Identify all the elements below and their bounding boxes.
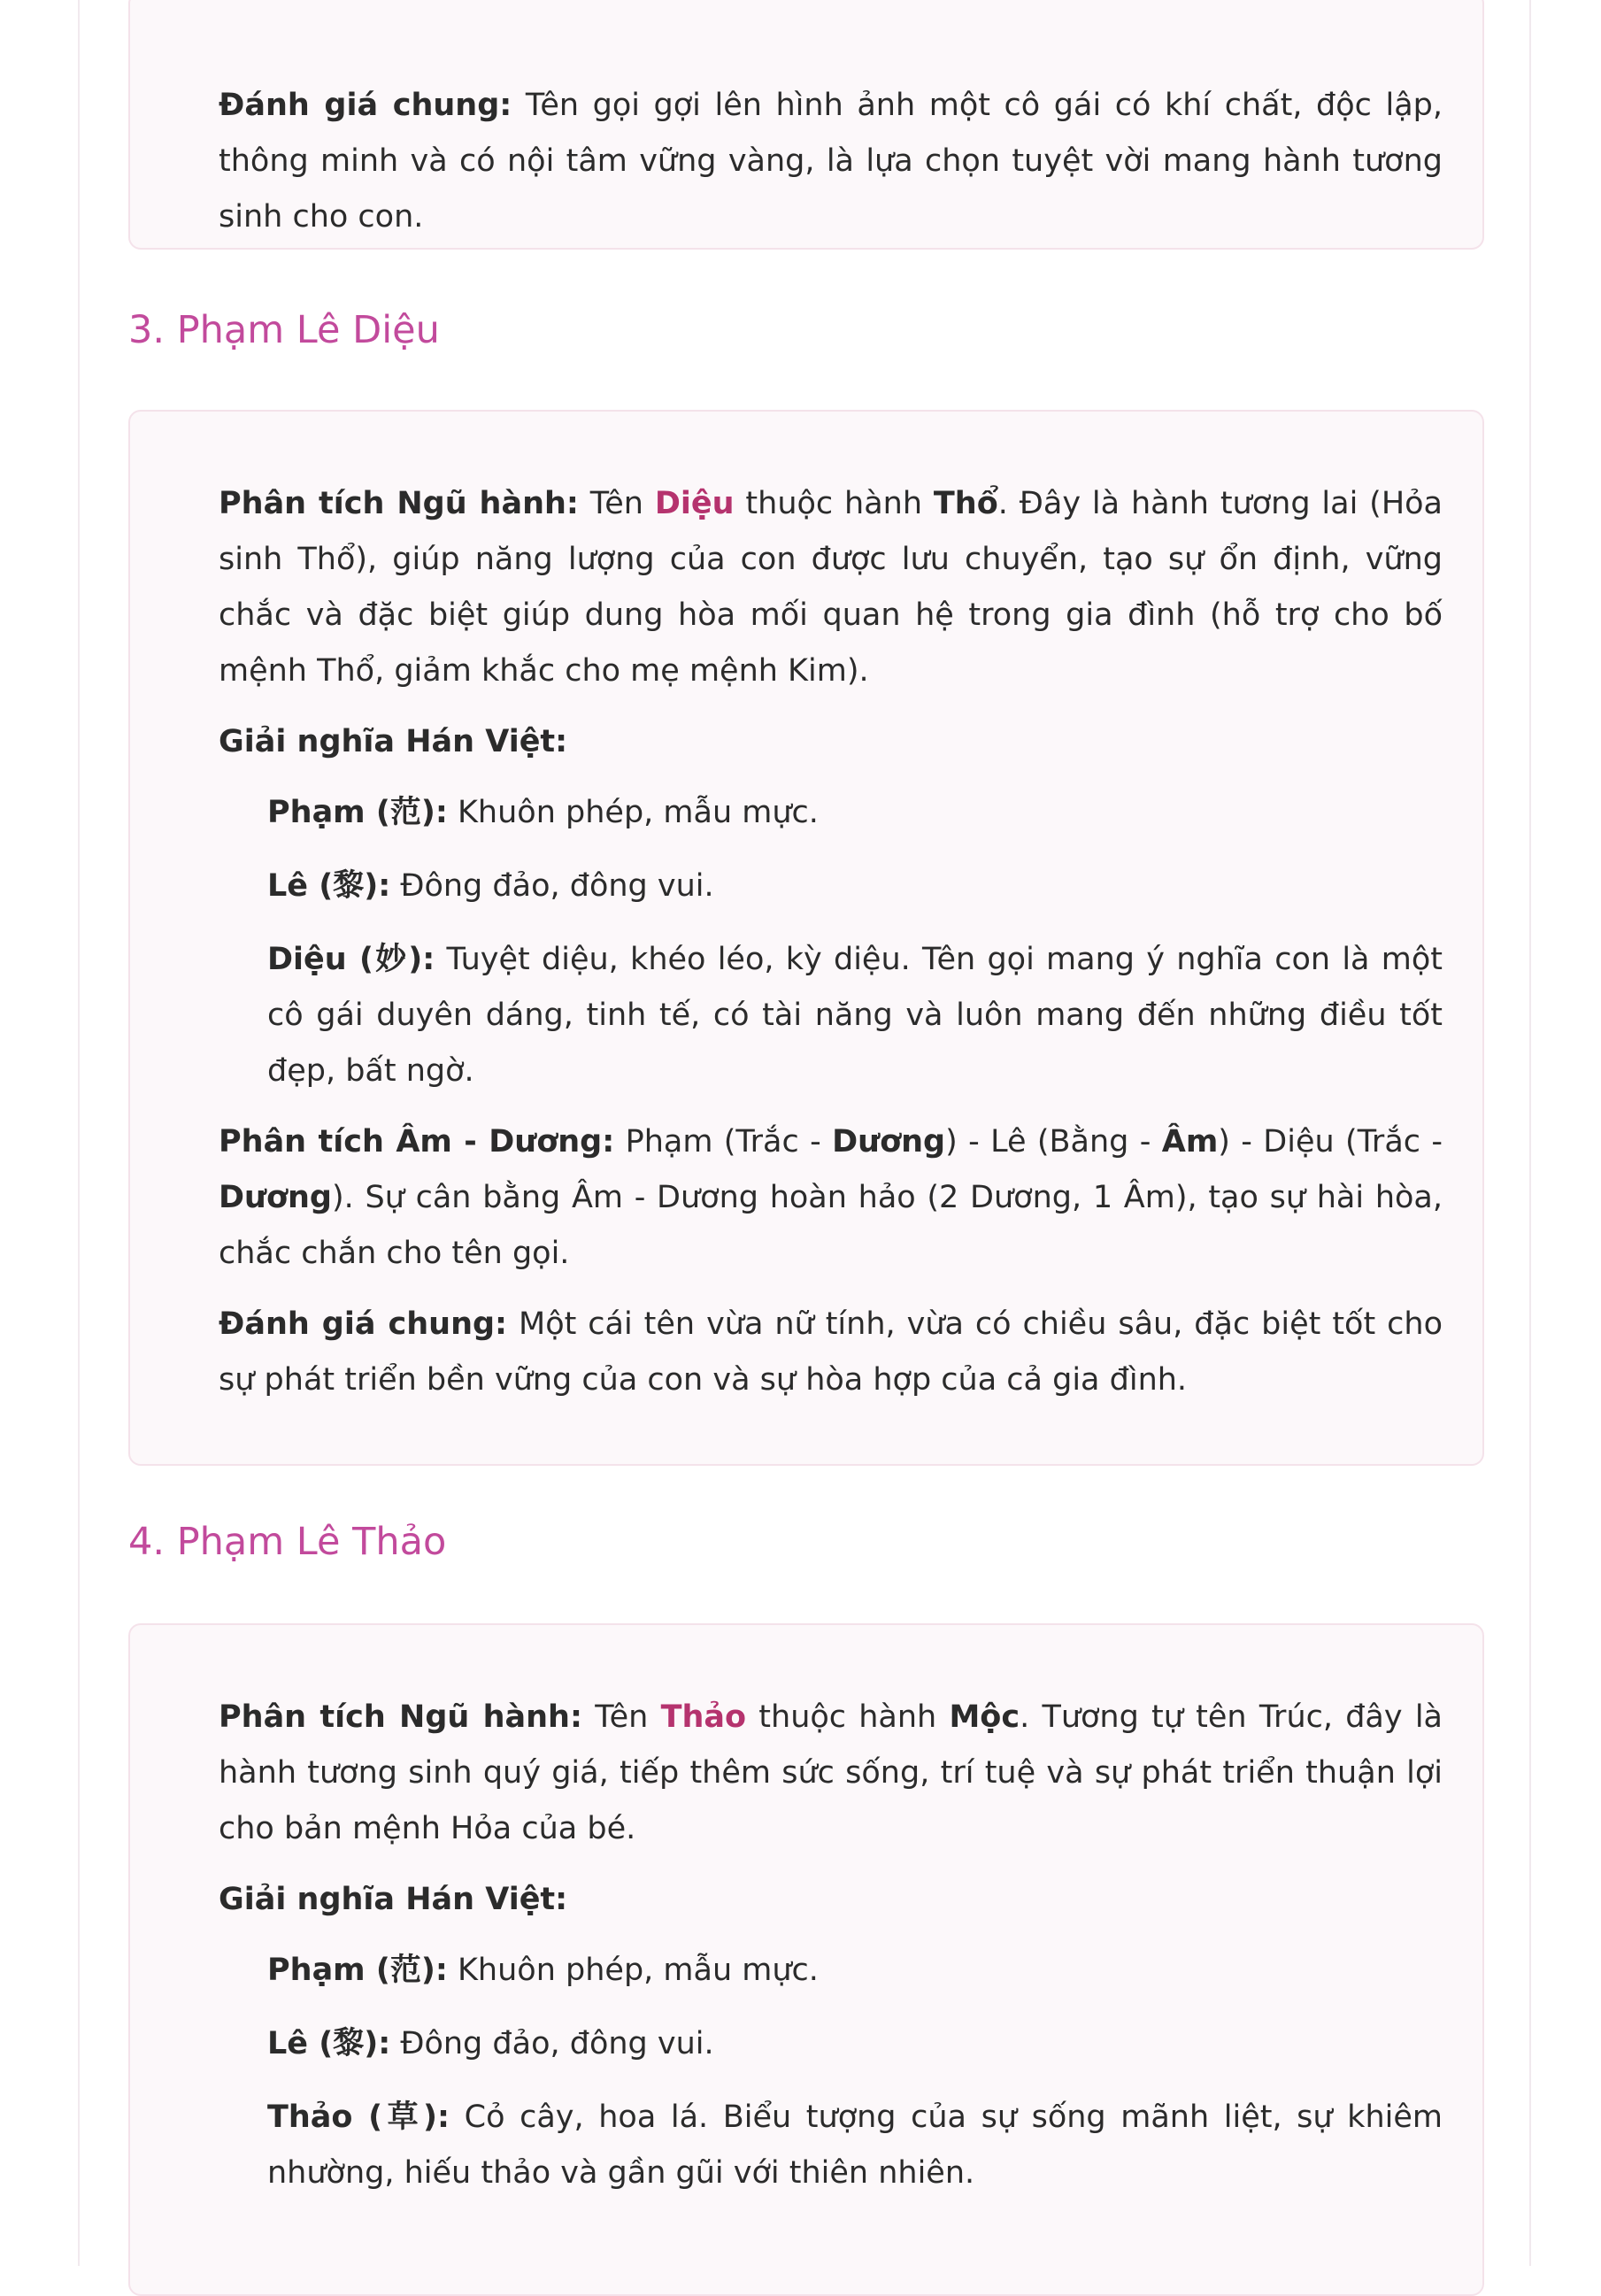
yin-yang-analysis: Phân tích Âm - Dương: Phạm (Trắc - Dương) - Lê (Bằng - Âm) - Diệu (Trắc - Dương). Sự cân bằng Âm - Dương hoàn hảo (2 Dương, 1 Âm), tạo sự hài hòa, chắc chắn cho tên gọi. (219, 1124, 1443, 1271)
meaning-item: Thảo (草): Cỏ cây, hoa lá. Biểu tượng của sự sống mãnh liệt, sự khiêm nhường, hiếu thảo và gần gũi với thiên nhiên. (267, 2100, 1443, 2191)
meaning-item: Lê (黎): Đông đảo, đông vui. (267, 868, 714, 904)
overall-assessment: Đánh giá chung: Tên gọi gợi lên hình ảnh một cô gái có khí chất, độc lập, thông minh và có nội tâm vững vàng, là lựa chọn tuyệt vời mang hành tương sinh cho con. (219, 88, 1443, 235)
section-heading-4: 4. Phạm Lê Thảo (128, 1520, 447, 1564)
highlighted-name: Thảo (660, 1699, 747, 1735)
element-analysis: Phân tích Ngũ hành: Tên Thảo thuộc hành Mộc. Tương tự tên Trúc, đây là hành tương sinh quý giá, tiếp thêm sức sống, trí tuệ và sự phát triển thuận lợi cho bản mệnh Hỏa của bé. (219, 1699, 1443, 1846)
overall-assessment: Đánh giá chung: Một cái tên vừa nữ tính, vừa có chiều sâu, đặc biệt tốt cho sự phát triển bền vững của con và sự hòa hợp của cả gia đình. (219, 1306, 1443, 1398)
meaning-item: Phạm (范): Khuôn phép, mẫu mực. (267, 1953, 819, 1988)
element-analysis: Phân tích Ngũ hành: Tên Diệu thuộc hành Thổ. Đây là hành tương lai (Hỏa sinh Thổ), giúp năng lượng của con được lưu chuyển, tạo sự ổn định, vững chắc và đặc biệt giúp dung hòa mối quan hệ trong gia đình (hỗ trợ cho bố mệnh Thổ, giảm khắc cho mẹ mệnh Kim). (219, 486, 1443, 689)
meaning-item: Lê (黎): Đông đảo, đông vui. (267, 2026, 714, 2061)
name-card-3 (128, 410, 1484, 1466)
name-card-4 (128, 1623, 1484, 2296)
section-heading-3: 3. Phạm Lê Diệu (128, 308, 440, 352)
meaning-item: Phạm (范): Khuôn phép, mẫu mực. (267, 795, 819, 830)
highlighted-name: Diệu (654, 486, 735, 521)
meaning-label: Giải nghĩa Hán Việt: (219, 1882, 568, 1917)
name-card-2 (128, 0, 1484, 250)
meaning-item: Diệu (妙): Tuyệt diệu, khéo léo, kỳ diệu. Tên gọi mang ý nghĩa con là một cô gái duyên dáng, tinh tế, có tài năng và luôn mang đến những điều tốt đẹp, bất ngờ. (267, 942, 1443, 1089)
meaning-label: Giải nghĩa Hán Việt: (219, 724, 568, 759)
